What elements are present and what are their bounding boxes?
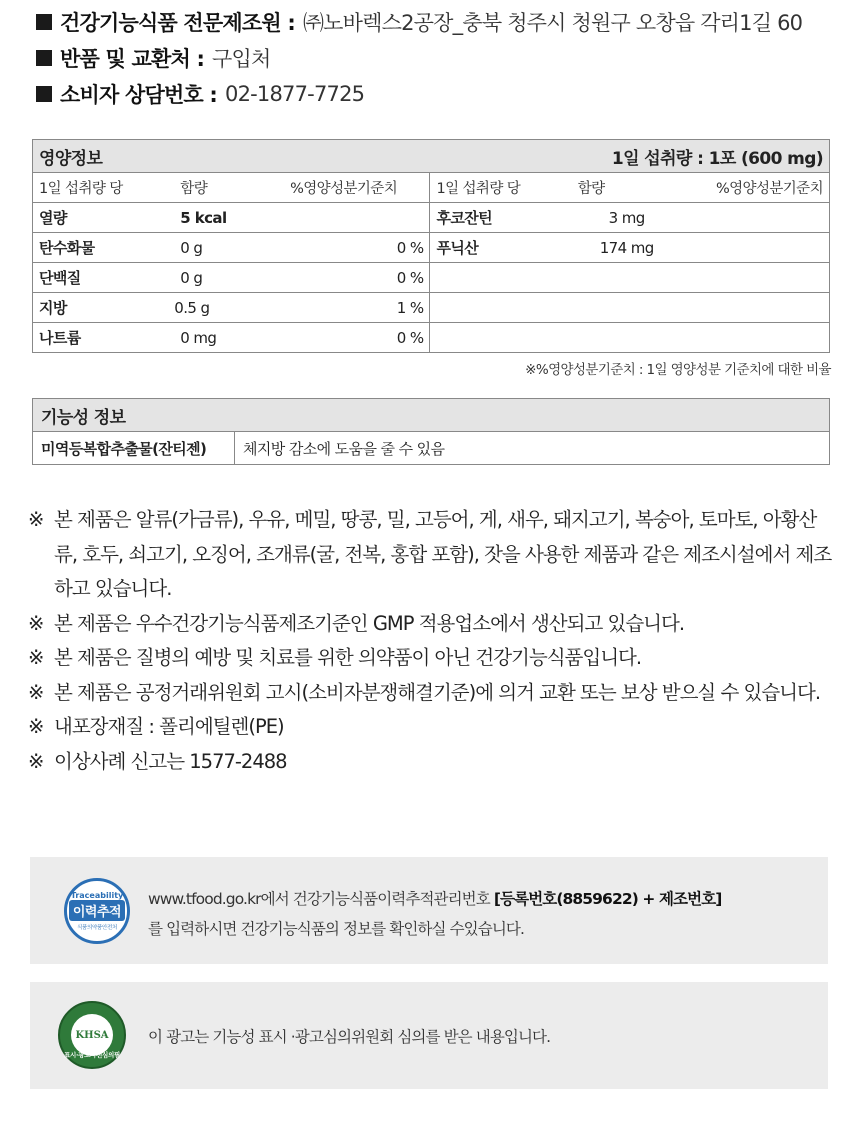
notice-text: 본 제품은 공정거래위원회 고시(소비자분쟁해결기준)에 의거 교환 또는 보상 받으실 수 있습니다. — [54, 680, 821, 704]
info-label: 반품 및 교환처 : — [60, 47, 205, 71]
reference-mark: ※ — [28, 680, 44, 704]
traceability-line-1 — [148, 887, 721, 909]
info-line-returns — [36, 40, 802, 76]
table-row — [33, 233, 830, 263]
table-row — [33, 293, 830, 323]
khsa-seal-text: KHSA — [75, 1029, 109, 1041]
col-amount: 함량 — [572, 173, 682, 203]
nutrient-amount: 0 g — [174, 233, 284, 263]
badge-org-text: 식품의약품안전처 — [76, 925, 118, 931]
square-bullet-icon — [36, 50, 52, 66]
info-value: 구입처 — [212, 47, 271, 71]
nutrition-header-row — [33, 140, 830, 173]
list-item — [28, 676, 838, 711]
info-label: 건강기능식품 전문제조원 : — [60, 11, 295, 35]
empty-cell — [430, 323, 830, 353]
info-line-manufacturer — [36, 4, 802, 40]
empty-cell — [430, 263, 830, 293]
list-item — [28, 641, 838, 676]
nutrient-name: 탄수화물 — [33, 233, 175, 263]
notice-text: 본 제품은 질병의 예방 및 치료를 위한 의약품이 아닌 건강기능식품입니다. — [54, 646, 642, 669]
nutrient-name: 후코잔틴 — [430, 203, 572, 233]
nutrient-dv — [682, 233, 830, 263]
table-row — [33, 263, 830, 293]
nutrient-dv: 0 % — [284, 323, 430, 353]
notice-text: 본 제품은 우수건강기능식품제조기준인 GMP 적용업소에서 생산되고 있습니다. — [54, 611, 685, 635]
reference-mark: ※ — [28, 508, 44, 531]
list-item — [28, 710, 838, 745]
notice-text: 이상사례 신고는 1577-2488 — [54, 749, 287, 773]
functional-ingredient: 미역등복합추출물(잔티젠) — [33, 432, 235, 465]
ad-review-text: 이 광고는 기능성 표시 ·광고심의위원회 심의를 받은 내용입니다. — [148, 1028, 551, 1046]
nutrient-dv: 0 % — [284, 233, 430, 263]
functional-claim: 체지방 감소에 도움을 줄 수 있음 — [235, 432, 830, 465]
notice-list — [28, 503, 838, 779]
ad-review-box — [30, 982, 828, 1089]
nutrient-amount: 3 mg — [572, 203, 682, 233]
nutrient-amount: 0.5 g — [174, 293, 284, 323]
nutrition-table — [32, 139, 830, 353]
serving-size: 1일 섭취량 : 1포 (600 mg) — [430, 140, 830, 173]
col-per-serving: 1일 섭취량 당 — [430, 173, 572, 203]
col-daily-value: %영양성분기준치 — [682, 173, 830, 203]
traceability-box — [30, 857, 828, 964]
nutrient-dv — [682, 203, 830, 233]
list-item — [28, 503, 838, 607]
notice-text: 본 제품은 알류(가금류), 우유, 메밀, 땅콩, 밀, 고등어, 게, 새우, 돼지고기, 복숭아, 토마토, 아황산류, 호두, 쇠고기, 오징어, 조개류(굴, 전복, 홍합 포함), 잣을 사용한 제품과 같은 제조시설에서 제조하고 있습니다. — [54, 508, 832, 600]
functionality-title: 기능성 정보 — [33, 399, 830, 432]
table-row — [33, 323, 830, 353]
nutrient-amount: 0 g — [174, 263, 284, 293]
info-value: 02-1877-7725 — [225, 82, 365, 106]
empty-cell — [430, 293, 830, 323]
manufacturer-info — [36, 4, 802, 112]
nutrient-name: 열량 — [33, 203, 175, 233]
functionality-header-row — [33, 399, 830, 432]
reference-mark: ※ — [28, 749, 44, 773]
nutrient-dv: 1 % — [284, 293, 430, 323]
badge-english-text: Traceability — [70, 891, 124, 900]
nutrient-amount: 0 mg — [174, 323, 284, 353]
nutrient-dv — [284, 203, 430, 233]
col-daily-value: %영양성분기준치 — [284, 173, 430, 203]
nutrient-name: 단백질 — [33, 263, 175, 293]
table-row — [33, 203, 830, 233]
col-per-serving: 1일 섭취량 당 — [33, 173, 175, 203]
info-value: ㈜노바렉스2공장_충북 청주시 청원구 오창읍 각리1길 60 — [302, 11, 803, 35]
nutrition-title: 영양정보 — [33, 140, 430, 173]
info-line-phone — [36, 76, 802, 112]
nutrient-name: 푸닉산 — [430, 233, 572, 263]
registration-number: [등록번호(8859622) + 제조번호] — [493, 890, 722, 908]
list-item — [28, 745, 838, 780]
nutrient-name: 지방 — [33, 293, 175, 323]
functionality-table — [32, 398, 830, 465]
khsa-seal-caption: 표시·광고사전심의필 — [64, 1051, 120, 1059]
traceability-badge-icon — [64, 878, 130, 944]
list-item — [28, 607, 838, 642]
reference-mark: ※ — [28, 611, 44, 635]
reference-mark: ※ — [28, 715, 44, 738]
traceability-line-2: 를 입력하시면 건강기능식품의 정보를 확인하실 수있습니다. — [148, 920, 524, 938]
nutrient-amount: 5 kcal — [174, 203, 284, 233]
table-row — [33, 432, 830, 465]
badge-korean-text: 이력추적 — [69, 900, 125, 921]
info-label: 소비자 상담번호 : — [60, 83, 218, 107]
nutrient-name: 나트륨 — [33, 323, 175, 353]
nutrition-column-headers — [33, 173, 830, 203]
nutrient-dv: 0 % — [284, 263, 430, 293]
square-bullet-icon — [36, 86, 52, 102]
traceability-url-text: www.tfood.go.kr에서 건강기능식품이력추적관리번호 — [148, 890, 490, 908]
notice-text: 내포장재질 : 폴리에틸렌(PE) — [54, 715, 284, 738]
daily-value-note: ※%영양성분기준치 : 1일 영양성분 기준치에 대한 비율 — [525, 362, 831, 378]
square-bullet-icon — [36, 14, 52, 30]
col-amount: 함량 — [174, 173, 284, 203]
reference-mark: ※ — [28, 646, 44, 669]
khsa-seal-icon — [58, 1001, 126, 1069]
nutrient-amount: 174 mg — [572, 233, 682, 263]
